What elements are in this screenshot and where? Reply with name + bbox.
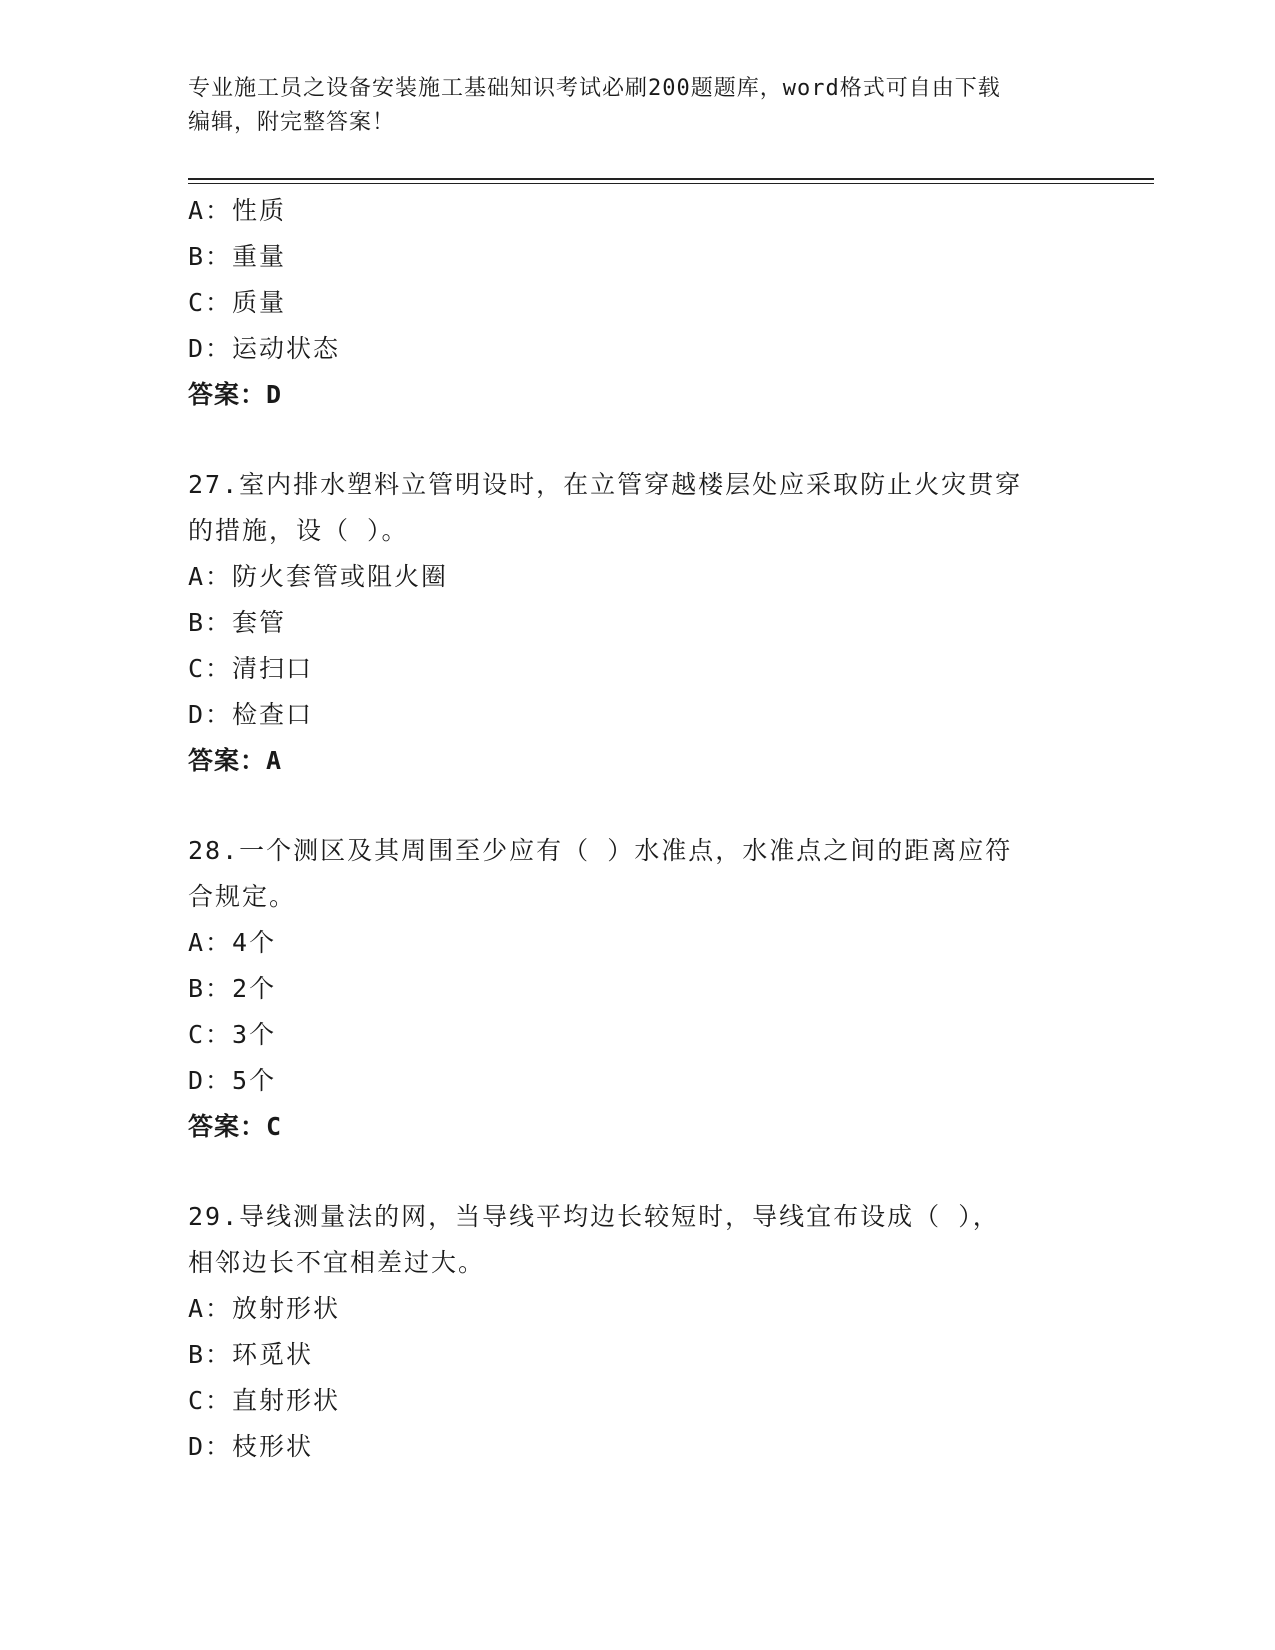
option-c: C：3个 [188, 1020, 277, 1049]
answer: 答案：C [188, 1112, 283, 1141]
option-b: B：重量 [188, 242, 287, 271]
question-stem-line2: 合规定。 [188, 882, 297, 911]
question-list [188, 188, 1088, 1470]
option-b: B：环觅状 [188, 1340, 314, 1369]
question-26 [188, 188, 1088, 418]
option-a: A：放射形状 [188, 1294, 341, 1323]
document-header [188, 72, 1088, 140]
question-stem-line1: 28.一个测区及其周围至少应有（ ）水准点，水准点之间的距离应符 [188, 836, 1013, 865]
option-a: A：防火套管或阻火圈 [188, 562, 449, 591]
option-d: D：5个 [188, 1066, 277, 1095]
header-rule-thick [188, 178, 1154, 180]
option-b: B：套管 [188, 608, 287, 637]
answer: 答案：A [188, 746, 283, 775]
option-d: D：检查口 [188, 700, 314, 729]
answer: 答案：D [188, 380, 283, 409]
option-b: B：2个 [188, 974, 277, 1003]
option-c: C：质量 [188, 288, 287, 317]
header-title-line2: 编辑，附完整答案！ [188, 110, 396, 135]
header-title-line1: 专业施工员之设备安装施工基础知识考试必刷200题题库，word格式可自由下载 [188, 76, 1001, 101]
question-28 [188, 828, 1088, 1150]
option-c: C：清扫口 [188, 654, 314, 683]
question-29 [188, 1194, 1088, 1470]
option-d: D：枝形状 [188, 1432, 314, 1461]
question-stem-line1: 29.导线测量法的网，当导线平均边长较短时，导线宜布设成（ ）， [188, 1202, 1000, 1231]
question-stem-line2: 的措施，设（ ）。 [188, 516, 409, 545]
header-rule-thin [188, 183, 1154, 184]
question-stem-line2: 相邻边长不宜相差过大。 [188, 1248, 486, 1277]
option-d: D：运动状态 [188, 334, 341, 363]
option-a: A：性质 [188, 196, 287, 225]
option-a: A：4个 [188, 928, 277, 957]
question-stem-line1: 27.室内排水塑料立管明设时，在立管穿越楼层处应采取防止火灾贯穿 [188, 470, 1023, 499]
question-27 [188, 462, 1088, 784]
option-c: C：直射形状 [188, 1386, 341, 1415]
